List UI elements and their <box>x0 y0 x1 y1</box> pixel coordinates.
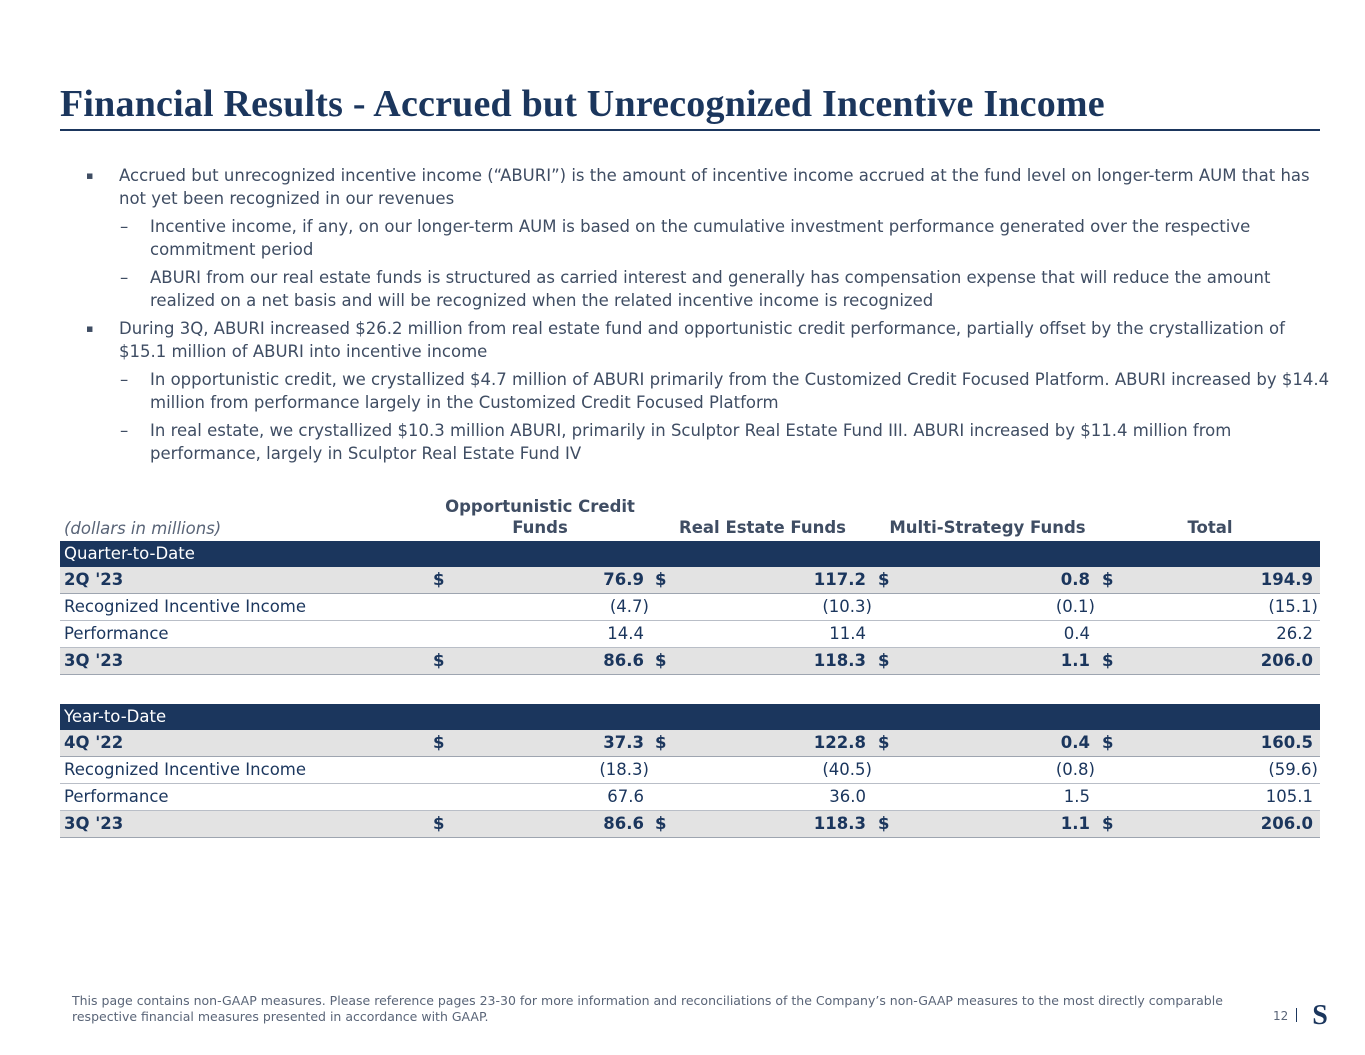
cell-total: 206.0 <box>1260 651 1313 670</box>
column-header-real-estate: Real Estate Funds <box>679 518 846 537</box>
page-number: 12 <box>1273 1009 1289 1023</box>
dollar-sign: $ <box>878 733 890 752</box>
cell-multi-strategy: 0.4 <box>1063 624 1090 643</box>
cell-opportunistic-credit: 76.9 <box>603 570 644 589</box>
title-divider <box>60 129 1320 131</box>
row-label: 4Q '22 <box>64 733 124 752</box>
dollar-sign: $ <box>878 814 890 833</box>
bullet-list <box>86 164 1336 470</box>
cell-real-estate: 11.4 <box>829 624 866 643</box>
table-row <box>60 730 1320 757</box>
cell-real-estate: 118.3 <box>813 814 866 833</box>
section-header: Year-to-Date <box>60 704 1320 730</box>
sub-bullet-item: – In opportunistic credit, we crystallized $4.7 million of ABURI primarily from the Customized Credit Focused Platform. ABURI increased by $14.4 million from performance largely in the Customized Credit Focused Platform <box>86 368 1336 414</box>
table-row <box>60 621 1320 648</box>
footnote: This page contains non-GAAP measures. Please reference pages 23-30 for more information and reconciliations of the Company’s non-GAAP measures to the most directly comparable respective financial measures presented in accordance with GAAP. <box>72 993 1223 1024</box>
cell-multi-strategy: (0.8) <box>1055 760 1095 779</box>
bullet-item: ▪ Accrued but unrecognized incentive income (“ABURI”) is the amount of incentive income accrued at the fund level on longer-term AUM that has not yet been recognized in our revenues <box>86 164 1336 210</box>
quarter-to-date-section <box>60 541 1320 675</box>
sub-bullet-item: – Incentive income, if any, on our longer-term AUM is based on the cumulative investment performance generated over the respective commitment period <box>86 215 1336 261</box>
cell-real-estate: 118.3 <box>813 651 866 670</box>
cell-total: 206.0 <box>1260 814 1313 833</box>
section-header: Quarter-to-Date <box>60 541 1320 567</box>
page-number-divider <box>1296 1008 1297 1022</box>
table-row <box>60 648 1320 675</box>
page-title: Financial Results - Accrued but Unrecognized Incentive Income <box>60 83 1105 125</box>
cell-multi-strategy: 1.5 <box>1063 787 1090 806</box>
row-label: 2Q '23 <box>64 570 124 589</box>
dollar-sign: $ <box>433 814 445 833</box>
column-header-total: Total <box>1187 518 1233 537</box>
cell-total: (15.1) <box>1268 597 1318 616</box>
cell-total: 194.9 <box>1260 570 1313 589</box>
company-logo <box>1308 999 1332 1029</box>
column-header-multi-strategy: Multi-Strategy Funds <box>889 518 1086 537</box>
column-header-opportunistic-credit: Opportunistic Credit Funds <box>445 497 635 537</box>
dollar-sign: $ <box>433 570 445 589</box>
table-row <box>60 784 1320 811</box>
cell-multi-strategy: 1.1 <box>1060 651 1090 670</box>
table-header <box>60 498 1320 540</box>
dollar-sign: $ <box>878 651 890 670</box>
logo-letter: S <box>1312 1000 1328 1029</box>
row-label: Performance <box>64 787 169 806</box>
dollar-sign: $ <box>1102 570 1114 589</box>
cell-opportunistic-credit: (18.3) <box>599 760 649 779</box>
cell-multi-strategy: (0.1) <box>1055 597 1095 616</box>
cell-multi-strategy: 0.8 <box>1060 570 1090 589</box>
table-row <box>60 594 1320 621</box>
dollar-sign: $ <box>433 733 445 752</box>
dollar-sign: $ <box>1102 651 1114 670</box>
cell-real-estate: (40.5) <box>822 760 872 779</box>
cell-opportunistic-credit: 14.4 <box>607 624 644 643</box>
cell-total: (59.6) <box>1268 760 1318 779</box>
cell-opportunistic-credit: 37.3 <box>603 733 644 752</box>
cell-total: 26.2 <box>1276 624 1313 643</box>
table-row <box>60 567 1320 594</box>
cell-real-estate: 36.0 <box>829 787 866 806</box>
sub-bullet-item: – ABURI from our real estate funds is structured as carried interest and generally has compensation expense that will reduce the amount realized on a net basis and will be recognized when the related incentive income is recognized <box>86 266 1336 312</box>
sub-bullet-item: – In real estate, we crystallized $10.3 million ABURI, primarily in Sculptor Real Estate Fund III. ABURI increased by $11.4 million from performance, largely in Sculptor Real Estate Fund IV <box>86 419 1336 465</box>
units-label: (dollars in millions) <box>64 519 222 538</box>
row-label: 3Q '23 <box>64 651 124 670</box>
row-label: Performance <box>64 624 169 643</box>
cell-multi-strategy: 0.4 <box>1060 733 1090 752</box>
cell-real-estate: 117.2 <box>813 570 866 589</box>
bullet-item: ▪ During 3Q, ABURI increased $26.2 million from real estate fund and opportunistic credit performance, partially offset by the crystallization of $15.1 million of ABURI into incentive income <box>86 317 1336 363</box>
cell-opportunistic-credit: 86.6 <box>603 651 644 670</box>
cell-opportunistic-credit: (4.7) <box>609 597 649 616</box>
dollar-sign: $ <box>433 651 445 670</box>
cell-real-estate: (10.3) <box>822 597 872 616</box>
row-label: Recognized Incentive Income <box>64 597 307 616</box>
dollar-sign: $ <box>655 570 667 589</box>
dollar-sign: $ <box>878 570 890 589</box>
cell-opportunistic-credit: 86.6 <box>603 814 644 833</box>
cell-real-estate: 122.8 <box>813 733 866 752</box>
year-to-date-section <box>60 704 1320 838</box>
cell-total: 105.1 <box>1265 787 1313 806</box>
dollar-sign: $ <box>655 651 667 670</box>
dollar-sign: $ <box>655 733 667 752</box>
row-label: Recognized Incentive Income <box>64 760 307 779</box>
table-row <box>60 811 1320 838</box>
cell-multi-strategy: 1.1 <box>1060 814 1090 833</box>
cell-total: 160.5 <box>1260 733 1313 752</box>
row-label: 3Q '23 <box>64 814 124 833</box>
table-row <box>60 757 1320 784</box>
dollar-sign: $ <box>655 814 667 833</box>
dollar-sign: $ <box>1102 814 1114 833</box>
dollar-sign: $ <box>1102 733 1114 752</box>
cell-opportunistic-credit: 67.6 <box>607 787 644 806</box>
